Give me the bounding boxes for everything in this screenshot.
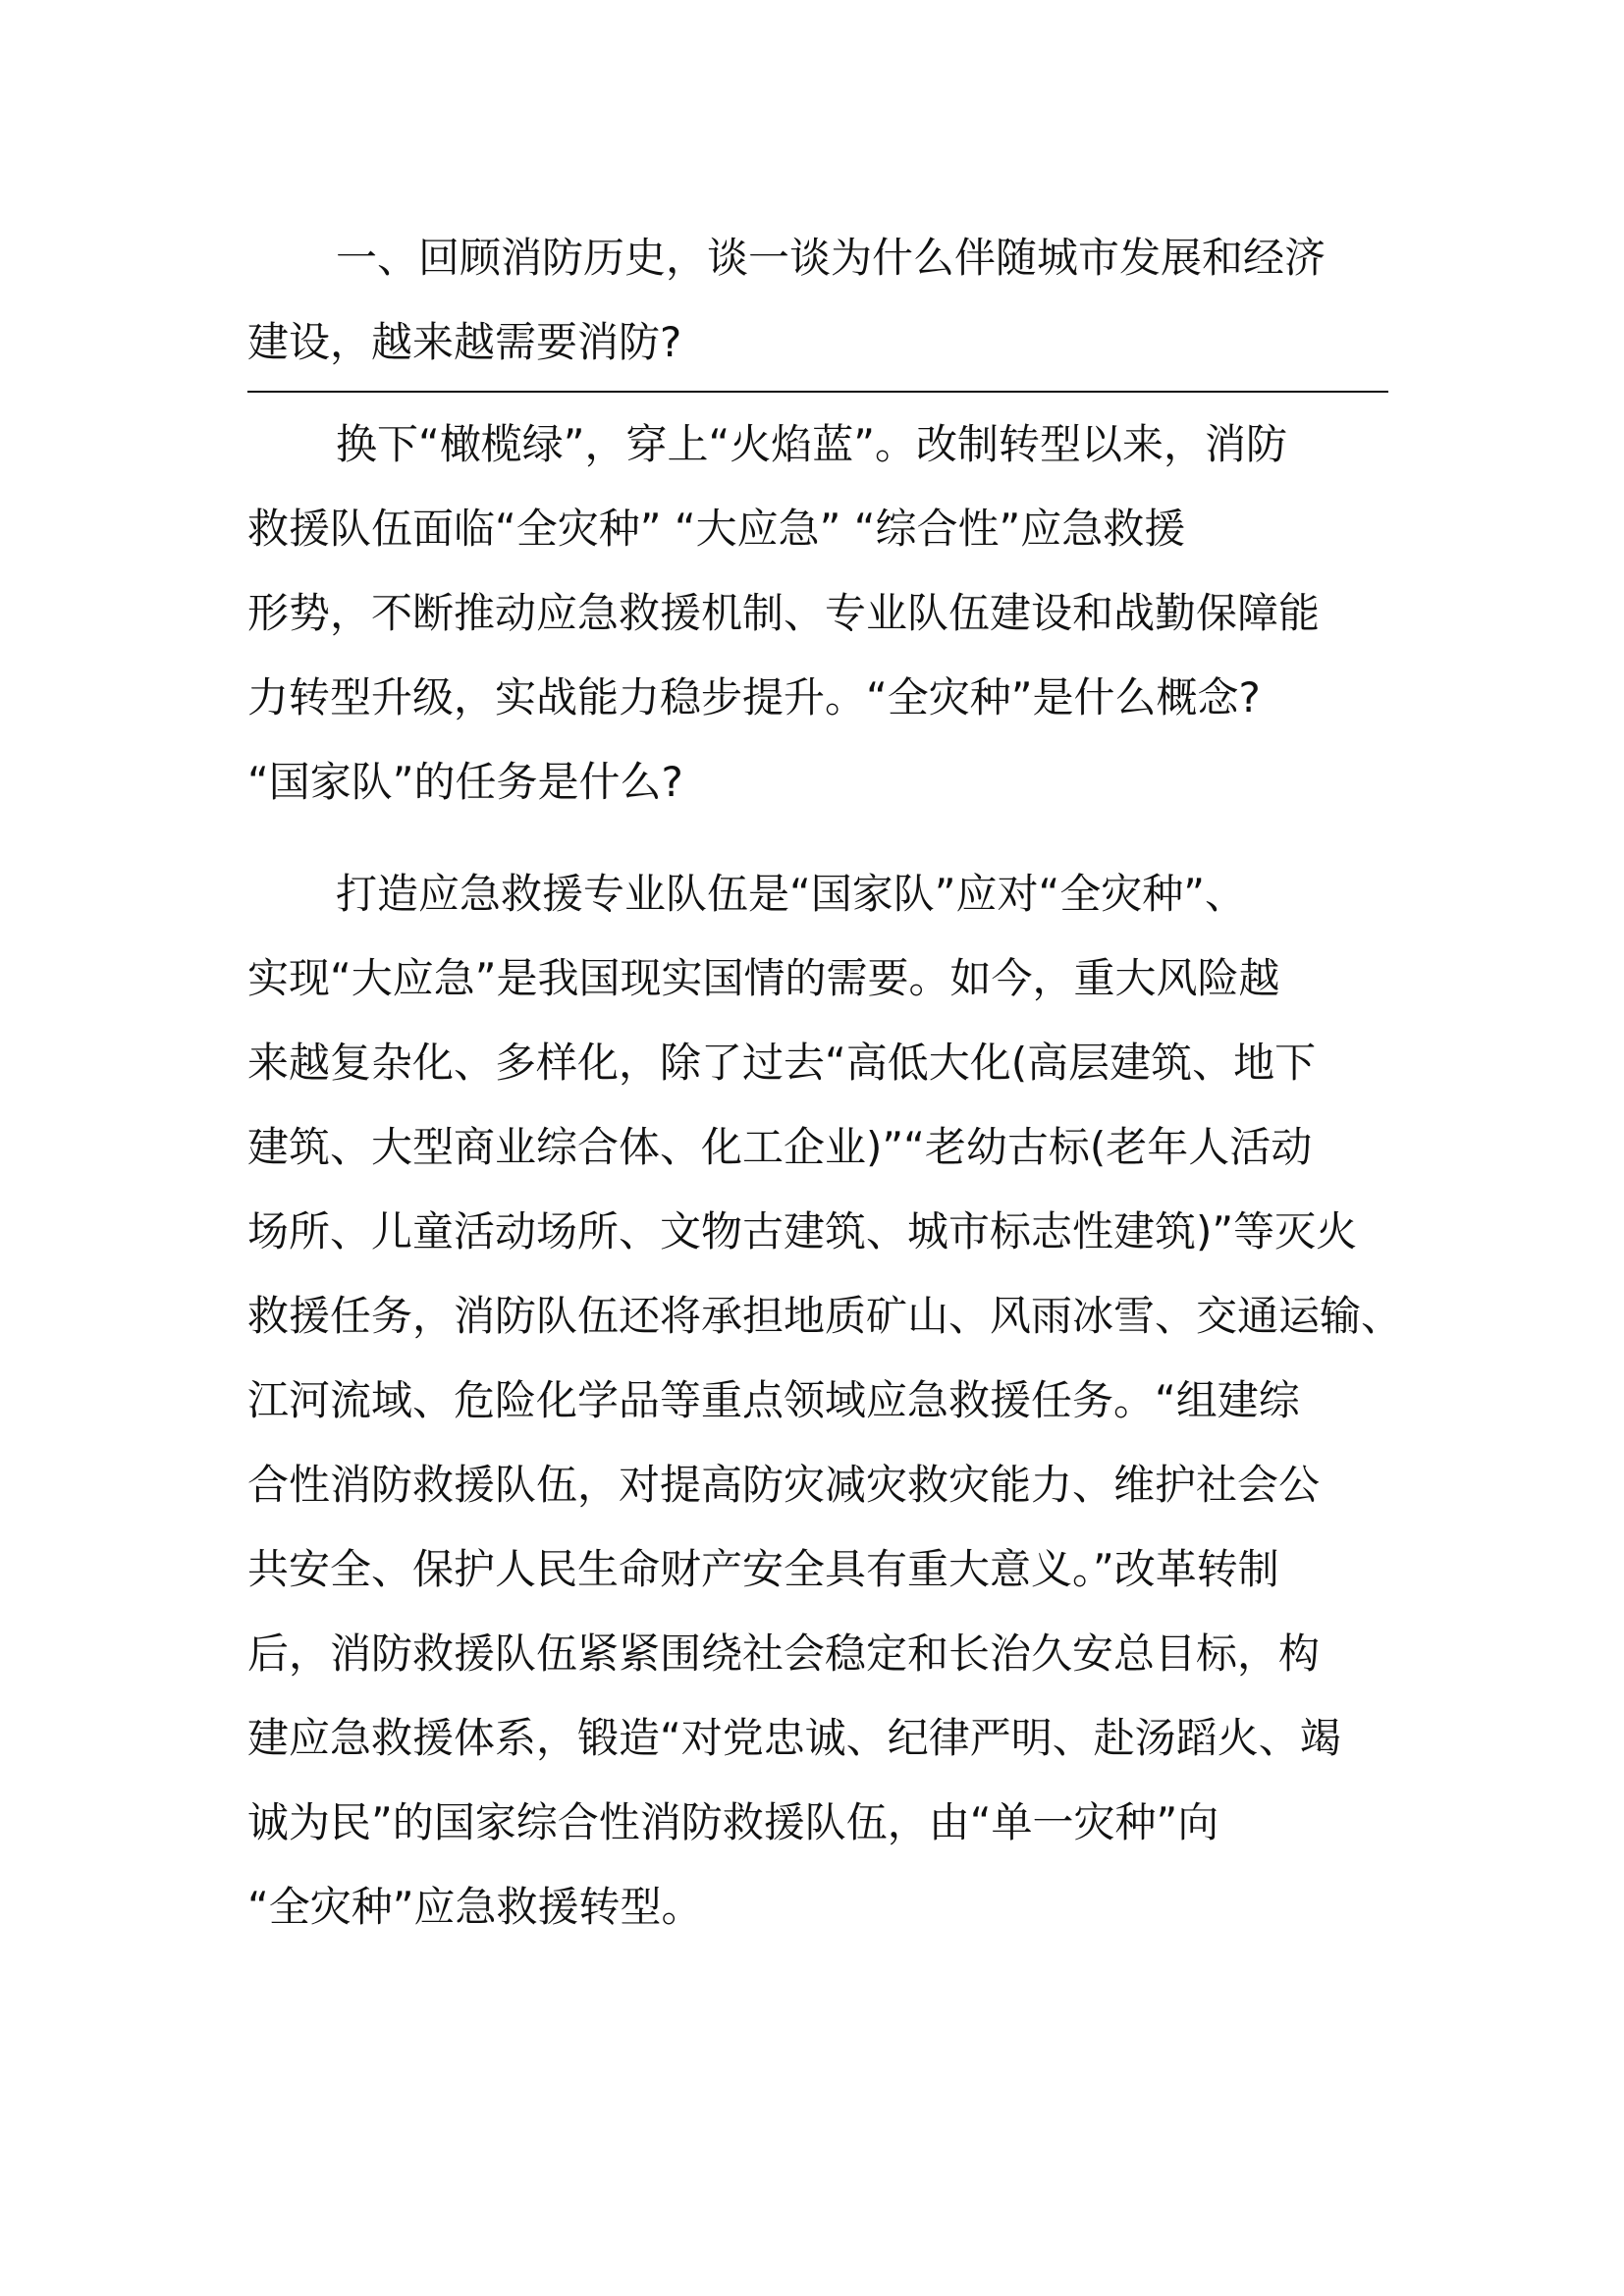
paragraph-line: 场所、儿童活动场所、文物古建筑、城市标志性建筑)”等灭火 [247, 1207, 1358, 1255]
paragraph-line: 诚为民”的国家综合性消防救援队伍，由“单一灾种”向 [247, 1798, 1219, 1846]
paragraph-line: 换下“橄榄绿”，穿上“火焰蓝”。改制转型以来，消防 [336, 420, 1288, 468]
paragraph-line: 打造应急救援专业队伍是“国家队”应对“全灾种”、 [336, 870, 1247, 918]
paragraph-line: 建筑、大型商业综合体、化工企业)”“老幼古标(老年人活动 [247, 1123, 1313, 1171]
paragraph-line: 救援任务，消防队伍还将承担地质矿山、风雨冰雪、交通运输、 [247, 1292, 1403, 1340]
heading-line: 一、回顾消防历史，谈一谈为什么伴随城市发展和经济 [336, 234, 1326, 282]
paragraph-line: “国家队”的任务是什么? [247, 758, 683, 806]
paragraph-line: 共安全、保护人民生命财产安全具有重大意义。”改革转制 [247, 1545, 1279, 1593]
paragraph-line: 江河流域、危险化学品等重点领域应急救援任务。“组建综 [247, 1376, 1300, 1424]
section-heading [247, 216, 1396, 385]
paragraph-1 [247, 402, 1396, 825]
paragraph-line: 建应急救援体系，锻造“对党忠诚、纪律严明、赴汤蹈火、竭 [247, 1714, 1341, 1762]
heading-divider [247, 391, 1388, 393]
document-body [247, 216, 1403, 1949]
paragraph-line: 形势，不断推动应急救援机制、专业队伍建设和战勤保障能 [247, 589, 1321, 637]
paragraph-2 [247, 852, 1403, 1949]
paragraph-line: “全灾种”应急救援转型。 [247, 1883, 703, 1931]
paragraph-line: 力转型升级，实战能力稳步提升。“全灾种”是什么概念? [247, 673, 1261, 721]
paragraph-line: 实现“大应急”是我国现实国情的需要。如今，重大风险越 [247, 954, 1280, 1002]
paragraph-line: 后，消防救援队伍紧紧围绕社会稳定和长治久安总目标，构 [247, 1629, 1321, 1678]
paragraph-spacer [247, 825, 1396, 852]
paragraph-line: 来越复杂化、多样化，除了过去“高低大化(高层建筑、地下 [247, 1039, 1317, 1087]
paragraph-line: 合性消防救援队伍，对提高防灾减灾救灾能力、维护社会公 [247, 1461, 1321, 1509]
heading-line: 建设，越来越需要消防? [247, 318, 682, 366]
paragraph-line: 救援队伍面临“全灾种” “大应急” “综合性”应急救援 [247, 505, 1186, 553]
